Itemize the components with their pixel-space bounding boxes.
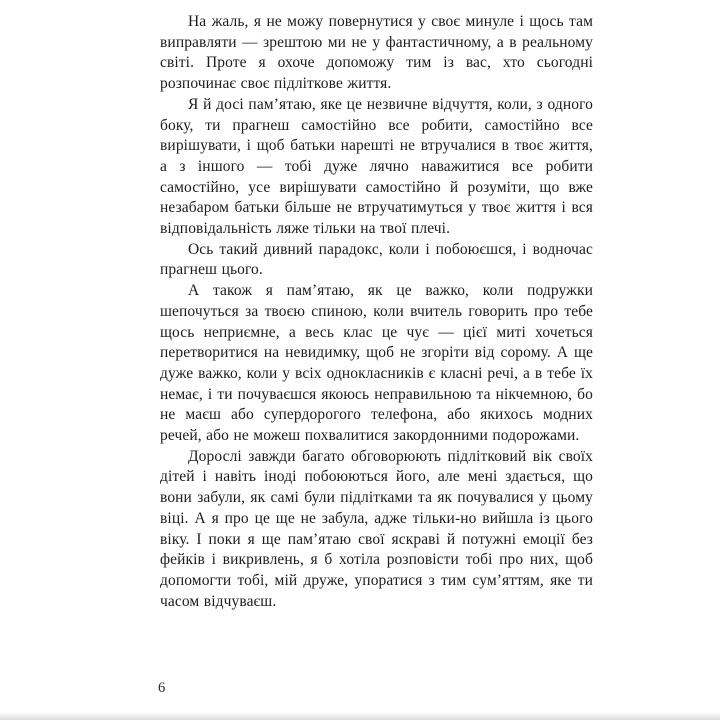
paragraph: Ось такий дивний парадокс, коли і побоюєшся, і водночас прагнеш цього. [160, 240, 593, 279]
paragraph: А також я пам’ятаю, як це важко, коли подружки шепочуться за твоєю спиною, коли вчитель говорить про тебе щось неприємне, а весь клас це чує — цієї миті хочеться перетворитися на невидимку, щоб не згоріти від сорому. А ще дуже важко, коли у всіх однокласників є класні речі, а в тебе їх немає, і ти почуваєшся якоюсь неправильною та нікчемною, бо не маєш або супердорогого телефона, або якихось модних речей, або не можеш похвалитися закордонними подорожами. [160, 282, 593, 445]
page-number: 6 [158, 680, 166, 696]
paragraph: На жаль, я не можу повернутися у своє минуле і щось там виправляти — зрештою ми не у фантастичному, а в реальному світі. Проте я охоче допоможу тим із вас, хто сьогодні розпочинає своє підліткове життя. [160, 13, 593, 93]
page-text-block [160, 12, 593, 612]
paragraph: Дорослі завжди багато обговорюють підлітковий вік своїх дітей і навіть іноді побоюються його, але мені здається, що вони забули, як самі були підлітками та як почувалися у цьому віці. А я про це ще не забула, адже тільки-но вийшла із цього віку. І поки я ще пам’ятаю свої яскраві й потужні емоції без фейків і викривлень, я б хотіла розповісти тобі про них, щоб допомогти тобі, мій друже, упоратися з тим сум’яттям, яке ти часом відчуваєш. [160, 447, 593, 610]
paragraph: Я й досі пам’ятаю, яке це незвичне відчуття, коли, з одного боку, ти прагнеш самостійно все робити, самостійно все вирішувати, і щоб батьки нарешті не втручалися в твоє життя, а з іншого — тобі дуже лячно наважитися все робити самостійно, усе вирішувати самостійно й розуміти, що вже незабаром батьки більше не втручатимуться у твоє життя і вся відповідальність ляже тільки на твої плечі. [160, 95, 593, 238]
page-edge-shadow [0, 712, 720, 720]
